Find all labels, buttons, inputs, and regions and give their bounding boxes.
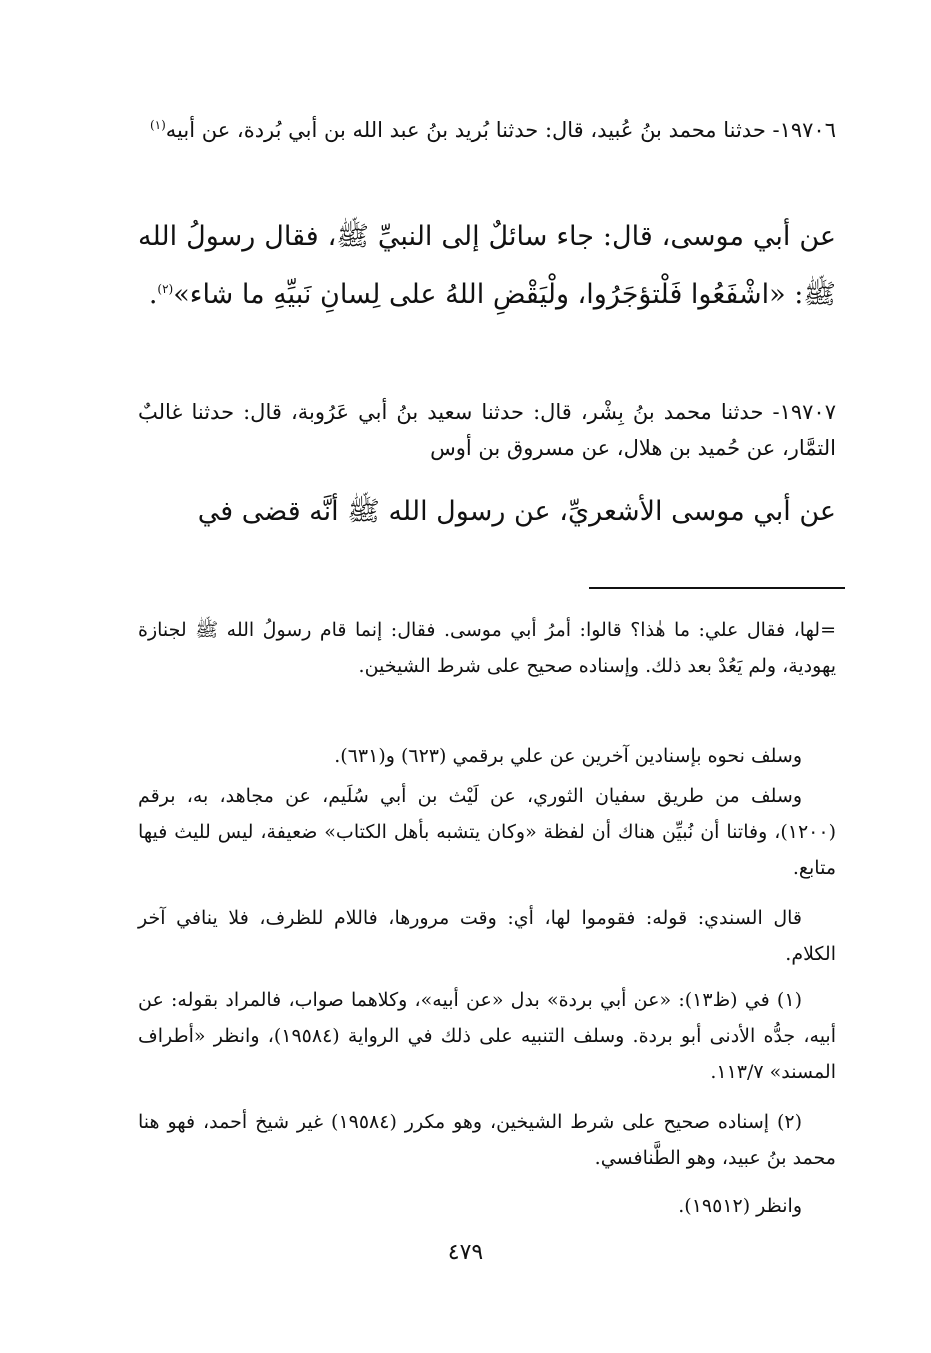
hadith-19706-isnad xyxy=(138,112,836,148)
hadith-19706-matn xyxy=(138,208,836,324)
footnote-continuation: =لها، فقال علي: ما هٰذا؟ قالوا: أمرُ أبي موسى. فقال: إنما قام رسولُ الله ﷺ لجنازة يهودية، ولم يَعُدْ بعد ذلك. وإسناده صحيح على شرط الشيخين. xyxy=(138,619,836,677)
footnote-2: (٢) إسناده صحيح على شرط الشيخين، وهو مكرر (١٩٥٨٤) غير شيخ أحمد، فهو هنا محمد بنُ عبيد، وهو الطَّنافسي. xyxy=(138,1111,836,1169)
matn-text: عن أبي موسى، قال: جاء سائلٌ إلى النبيِّ ﷺ، فقال رسولُ الله ﷺ: «اشْفَعُوا فَلْتؤجَرُوا، ولْيَقْضِ اللهُ على لِسانِ نَبيِّهِ ما شاء» xyxy=(138,221,836,310)
footnote-2-see-also: وانظر (١٩٥١٢). xyxy=(678,1195,802,1217)
hadith-19707-isnad: ١٩٧٠٧- حدثنا محمد بنُ بِشْر، قال: حدثنا سعيد بنُ أبي عَرُوبة، قال: حدثنا غالبٌ التمَّار، عن حُميد بن هلال، عن مسروق بن أوس xyxy=(138,400,836,460)
footnote-paragraph-3: وسلف من طريق سفيان الثوري، عن لَيْث بن أبي سُلَيم، عن مجاهد، به، برقم (١٢٠٠)، وفاتنا أن نُبيِّن هناك أن لفظة «وكان يتشبه بأهل الكتاب» ضعيفة، ليس لليث فيها متابع. xyxy=(138,785,836,879)
footnote-divider xyxy=(589,587,845,589)
footnote-paragraph-2: وسلف نحوه بإسنادين آخرين عن علي برقمي (٦٢٣) و(٦٣١). xyxy=(334,745,802,767)
isnad-text: ١٩٧٠٦- حدثنا محمد بنُ عُبيد، قال: حدثنا بُريد بنُ عبد الله بن أبي بُردة، عن أبيه xyxy=(165,118,836,142)
footnote-1: (١) في (ظ١٣): «عن أبي بردة» بدل «عن أبيه»، وكلاهما صواب، فالمراد بقوله: عن أبيه، جدُّه الأدنى أبو بردة. وسلف التنبيه على ذلك في الرواية (١٩٥٨٤)، وانظر «أطراف المسند» ١١٣/٧. xyxy=(138,989,836,1083)
hadith-19707-matn: عن أبي موسى الأشعريِّ، عن رسول الله ﷺ أنَّه قضى في xyxy=(197,496,836,527)
matn-end-punctuation: . xyxy=(148,279,158,310)
footnote-marker-2: (٢) xyxy=(157,282,174,296)
footnote-paragraph-4: قال السندي: قوله: فقوموا لها، أي: وقت مرورها، فاللام للظرف، فلا ينافي آخر الكلام. xyxy=(138,907,836,965)
footnote-marker-1: (١) xyxy=(149,118,166,132)
page-number: ٤٧٩ xyxy=(447,1240,484,1265)
